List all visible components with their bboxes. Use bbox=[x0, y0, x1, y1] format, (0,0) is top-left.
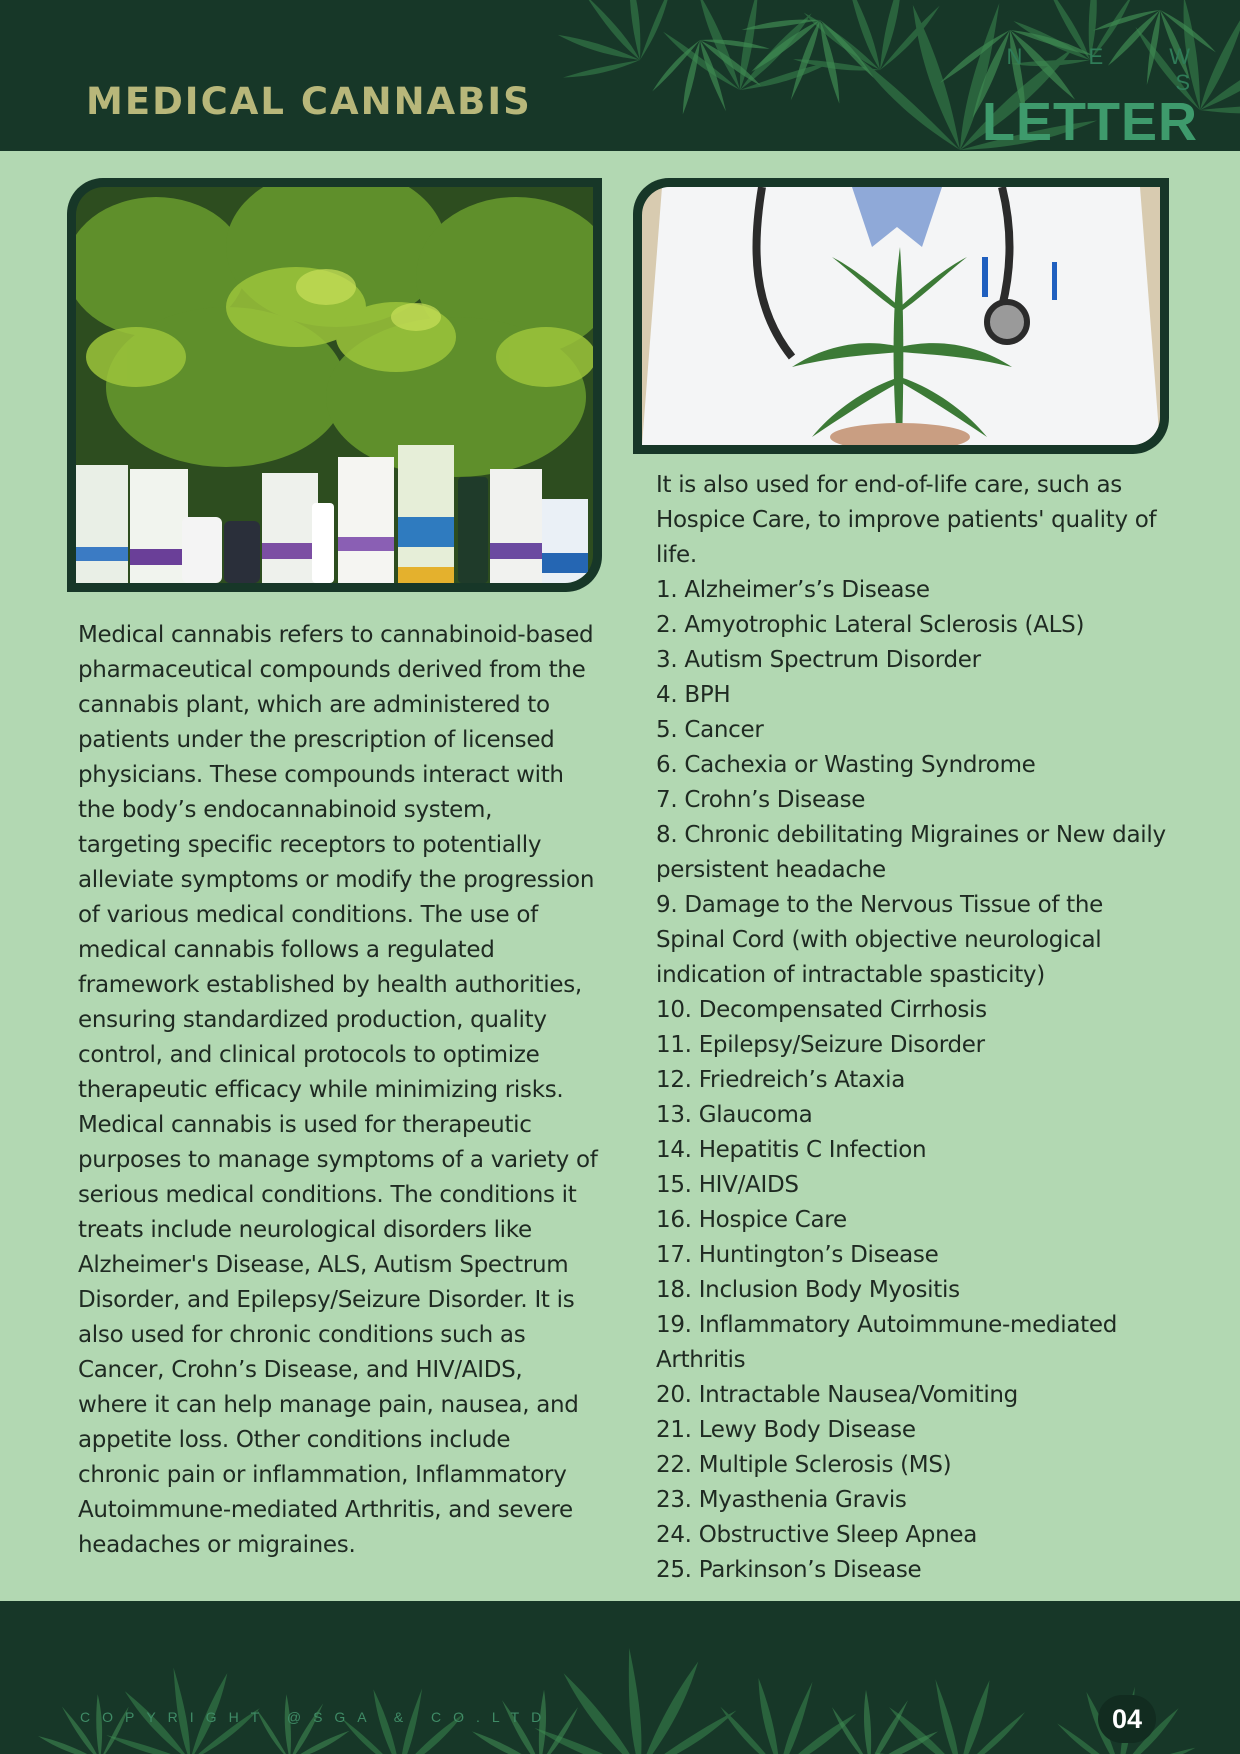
list-item: 19. Inflammatory Autoimmune-mediated Arthritis bbox=[656, 1312, 1118, 1373]
doctor-holding-plant-image bbox=[642, 187, 1160, 445]
list-item: 2. Amyotrophic Lateral Sclerosis (ALS) bbox=[656, 612, 1085, 638]
cannabis-leaves-decoration bbox=[0, 1601, 1240, 1754]
list-item: 5. Cancer bbox=[656, 717, 764, 743]
conditions-section bbox=[656, 468, 1166, 1588]
intro-paragraph: Medical cannabis refers to cannabinoid-based pharmaceutical compounds derived from the cannabis plant, which are administered to patients under the prescription of licensed physicians. These compounds interact with the body’s endocannabinoid system, targeting specific receptors to potentially alleviate symptoms or modify the progression of various medical conditions. The use of medical cannabis follows a regulated framework established by health authorities, ensuring standardized production, quality control, and clinical protocols to optimize therapeutic efficacy while minimizing risks. bbox=[78, 622, 595, 1103]
masthead-news-label: N E W S bbox=[1006, 44, 1220, 95]
list-item: 20. Intractable Nausea/Vomiting bbox=[656, 1382, 1018, 1408]
list-item: 15. HIV/AIDS bbox=[656, 1172, 799, 1198]
list-item: 12. Friedreich’s Ataxia bbox=[656, 1067, 905, 1093]
list-item: 1. Alzheimer’s’s Disease bbox=[656, 577, 930, 603]
list-item: 3. Autism Spectrum Disorder bbox=[656, 647, 981, 673]
list-item: 16. Hospice Care bbox=[656, 1207, 847, 1233]
list-item: 4. BPH bbox=[656, 682, 731, 708]
list-item: 24. Obstructive Sleep Apnea bbox=[656, 1522, 978, 1548]
list-item: 21. Lewy Body Disease bbox=[656, 1417, 916, 1443]
cannabis-plants-image bbox=[76, 187, 593, 583]
list-item: 7. Crohn’s Disease bbox=[656, 787, 866, 813]
page-header bbox=[0, 0, 1240, 151]
list-item: 17. Huntington’s Disease bbox=[656, 1242, 939, 1268]
list-item: 11. Epilepsy/Seizure Disorder bbox=[656, 1032, 985, 1058]
page-footer bbox=[0, 1601, 1240, 1754]
copyright-text: COPYRIGHT @SGA & CO.LTD bbox=[80, 1709, 554, 1725]
list-item: 10. Decompensated Cirrhosis bbox=[656, 997, 987, 1023]
page-number: 04 bbox=[1098, 1695, 1156, 1743]
list-item: 8. Chronic debilitating Migraines or New daily persistent headache bbox=[656, 822, 1166, 883]
list-item: 23. Myasthenia Gravis bbox=[656, 1487, 907, 1513]
page-title: MEDICAL CANNABIS bbox=[86, 80, 532, 123]
cannabis-products-photo bbox=[67, 178, 602, 592]
doctor-cannabis-photo bbox=[633, 178, 1169, 454]
list-item: 25. Parkinson’s Disease bbox=[656, 1557, 922, 1583]
conditions-list bbox=[656, 573, 1166, 1588]
list-item: 18. Inclusion Body Myositis bbox=[656, 1277, 960, 1303]
list-item: 9. Damage to the Nervous Tissue of the Spinal Cord (with objective neurological indication of intractable spasticity) bbox=[656, 892, 1104, 988]
conditions-intro: It is also used for end-of-life care, such as Hospice Care, to improve patients' quality of life. bbox=[656, 472, 1157, 568]
list-item: 6. Cachexia or Wasting Syndrome bbox=[656, 752, 1036, 778]
list-item: 14. Hepatitis C Infection bbox=[656, 1137, 927, 1163]
intro-text bbox=[78, 618, 598, 1563]
masthead-letter-label: LETTER bbox=[982, 92, 1198, 151]
intro-paragraph: Medical cannabis is used for therapeutic purposes to manage symptoms of a variety of serious medical conditions. The conditions it treats include neurological disorders like Alzheimer's Disease, ALS, Autism Spectrum Disorder, and Epilepsy/Seizure Disorder. It is also used for chronic conditions such as Cancer, Crohn’s Disease, and HIV/AIDS, where it can help manage pain, nausea, and appetite loss. Other conditions include chronic pain or inflammation, Inflammatory Autoimmune-mediated Arthritis, and severe headaches or migraines. bbox=[78, 1112, 598, 1558]
list-item: 22. Multiple Sclerosis (MS) bbox=[656, 1452, 952, 1478]
list-item: 13. Glaucoma bbox=[656, 1102, 813, 1128]
newsletter-masthead bbox=[982, 44, 1220, 151]
